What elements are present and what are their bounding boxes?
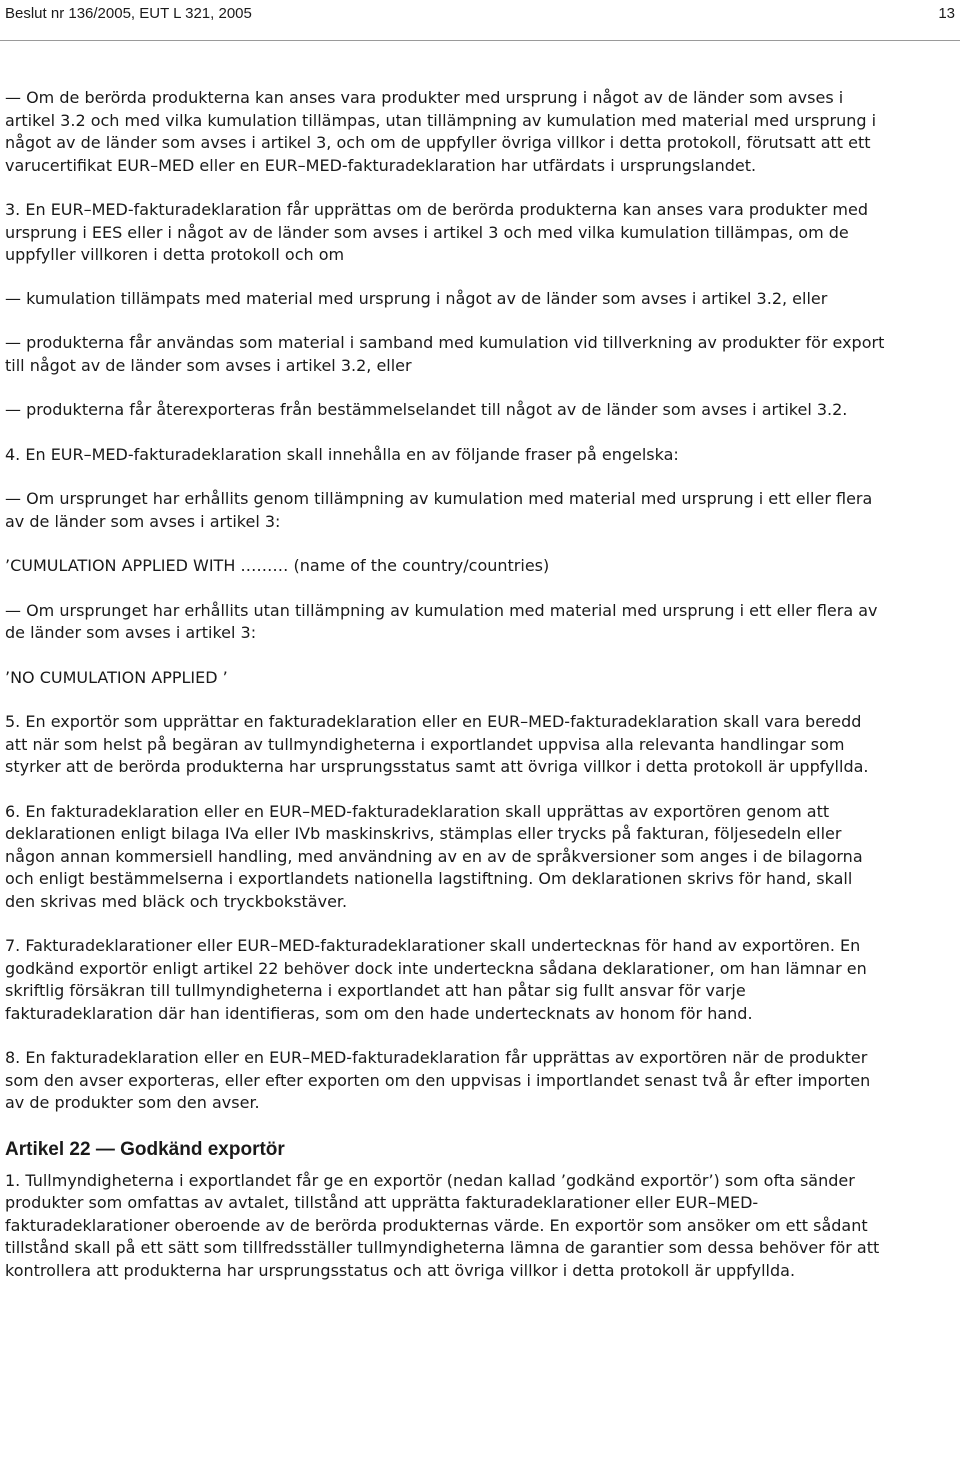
page-number: 13 — [938, 5, 955, 22]
phrase-cumulation-applied: ’CUMULATION APPLIED WITH ……… (name of the country/countries) — [5, 556, 550, 575]
paragraph-indent-med-kumulation: — Om ursprunget har erhållits genom tillämpning av kumulation med material med ursprung i ett eller flera av de länder som avses i artikel 3: — [5, 489, 873, 531]
document-body — [5, 87, 885, 1282]
article-heading: Artikel 22 — Godkänd exportör — [5, 1138, 285, 1160]
paragraph-7: 7. Fakturadeklarationer eller EUR–MED-fakturadeklarationer skall undertecknas för hand av exportören. En godkänd exportör enligt artikel 22 behöver dock inte underteckna sådana deklarationer, om han lämnar en skriftlig försäkran till tullmyndigheterna i exportlandet att han påtar sig fullt ansvar för varje fakturadeklaration där han identifieras, som om den hade undertecknats av honom för hand. — [5, 936, 867, 1023]
phrase-no-cumulation: ’NO CUMULATION APPLIED ’ — [5, 667, 228, 687]
paragraph-indent-material: — produkterna får användas som material i samband med kumulation vid tillverkning av produkter för export till något av de länder som avses i artikel 3.2, eller — [5, 333, 885, 375]
paragraph-4: 4. En EUR–MED-fakturadeklaration skall innehålla en av följande fraser på engelska: — [5, 444, 679, 464]
paragraph-indent-aterexport: — produkterna får återexporteras från bestämmelselandet till något av de länder som avses i artikel 3.2. — [5, 400, 848, 419]
paragraph-indent-ursprungsland: — Om de berörda produkterna kan anses vara produkter med ursprung i något av de länder som avses i artikel 3.2 och med vilka kumulation tillämpas, utan tillämpning av kumulation med material med ursprung i något av de länder som avses i artikel 3, och om de uppfyller övriga villkor i detta protokoll, förutsatt att ett varucertifikat EUR–MED eller en EUR–MED-fakturadeklaration har utfärdats i ursprungslandet. — [5, 88, 877, 175]
paragraph-indent-utan-kumulation: — Om ursprunget har erhållits utan tillämpning av kumulation med material med ursprung i ett eller flera av de länder som avses i artikel 3: — [5, 600, 878, 642]
paragraph-3: 3. En EUR–MED-fakturadeklaration får upprättas om de berörda produkterna kan anses vara produkter med ursprung i EES eller i något av de länder som avses i artikel 3 och med vilka kumulation tillämpas, om de uppfyller villkoren i detta protokoll och om — [5, 200, 868, 264]
header-divider — [0, 40, 960, 41]
page-header — [0, 0, 960, 40]
paragraph-6: 6. En fakturadeklaration eller en EUR–MED-fakturadeklaration skall upprättas av exportören genom att deklarationen enligt bilaga IVa eller IVb maskinskrivs, stämplas eller trycks på fakturan, följesedeln eller någon annan kommersiell handling, med användning av en av de språkversioner som anges i de bilagorna och enligt bestämmelserna i exportlandets nationella lagstiftning. Om deklarationen skrivs för hand, skall den skrivas med bläck och tryckbokstäver. — [5, 801, 863, 911]
paragraph-8: 8. En fakturadeklaration eller en EUR–MED-fakturadeklaration får upprättas av exportören när de produkter som den avser exporteras, eller efter exporten om den uppvisas i importlandet senast två år efter importen av de produkter som den avser. — [5, 1048, 871, 1112]
header-citation: Beslut nr 136/2005, EUT L 321, 2005 — [5, 5, 252, 22]
paragraph-5: 5. En exportör som upprättar en fakturadeklaration eller en EUR–MED-fakturadeklaration skall vara beredd att när som helst på begäran av tullmyndigheterna i exportlandet uppvisa alla relevanta handlingar som styrker att de berörda produkterna har ursprungsstatus samt att övriga villkor i detta protokoll är uppfyllda. — [5, 712, 869, 776]
paragraph-indent-kumulation: — kumulation tillämpats med material med ursprung i något av de länder som avses i artikel 3.2, eller — [5, 288, 828, 308]
paragraph-article22-1: 1. Tullmyndigheterna i exportlandet får ge en exportör (nedan kallad ’godkänd exportör’) som ofta sänder produkter som omfattas av avtalet, tillstånd att upprätta fakturadeklarationer eller EUR–MED-fakturadeklarationer oberoende av de berörda produkternas värde. En exportör som ansöker om ett sådant tillstånd skall på ett sätt som tillfredsställer tullmyndigheterna lämna de garantier som dessa behöver för att kontrollera att produkterna har ursprungsstatus och att övriga villkor i detta protokoll är uppfyllda. — [5, 1170, 880, 1280]
